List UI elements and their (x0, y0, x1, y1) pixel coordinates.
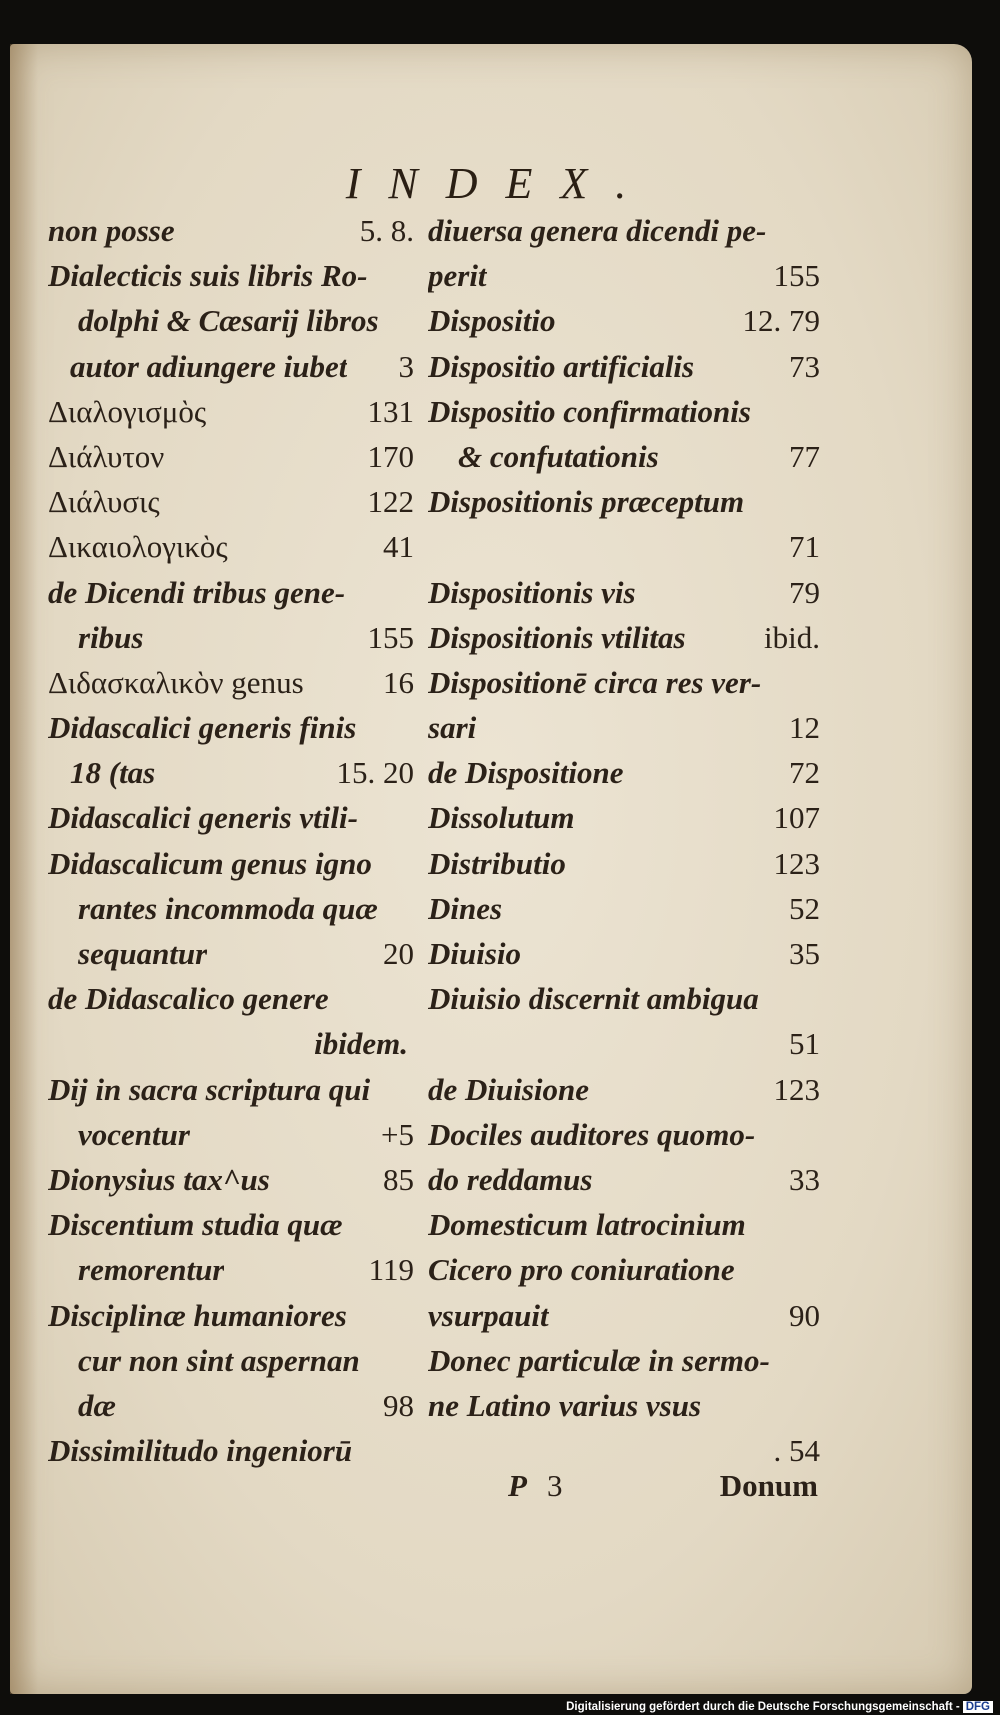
entry-term: Dispositionis præceptum (428, 484, 745, 520)
index-left-column (48, 208, 414, 1473)
entry-term: Dionysius tax^us (48, 1161, 270, 1197)
entry-term: Didascalicum genus igno (48, 845, 372, 881)
entry-page-ref: 3 (398, 348, 414, 384)
entry-term: Dispositio artificialis (428, 348, 695, 384)
entry-page-ref: 98 (383, 1387, 414, 1423)
index-entry (428, 570, 820, 615)
entry-page-ref: 15. 20 (336, 755, 414, 791)
entry-page-ref: 72 (789, 755, 820, 791)
entry-term: Dissolutum (428, 800, 575, 836)
entry-term: Didascalici generis vtili- (48, 800, 358, 836)
entry-term: Dij in sacra scriptura qui (48, 1071, 371, 1107)
index-entry (428, 1383, 820, 1428)
index-entry (428, 524, 820, 569)
entry-term: dolphi & Cæsarij libros (78, 303, 379, 339)
entry-page-ref: 170 (367, 438, 414, 474)
entry-page-ref: 90 (789, 1297, 820, 1333)
index-entry (48, 1383, 414, 1428)
entry-term: Dines (428, 890, 503, 926)
entry-page-ref: 73 (789, 348, 820, 384)
entry-term: Donec particulæ in sermo- (428, 1342, 770, 1378)
index-entry (48, 705, 414, 750)
entry-term: remorentur (78, 1252, 225, 1288)
index-entry (428, 841, 820, 886)
entry-term: Diuisio discernit ambigua (428, 981, 759, 1017)
index-entry (48, 1202, 414, 1247)
entry-page-ref: 12. 79 (742, 303, 820, 339)
index-entry (428, 1428, 820, 1473)
entry-term: ribus (78, 619, 144, 655)
entry-term: 18 (tas (70, 755, 156, 791)
index-entry (48, 886, 414, 931)
index-entry (48, 615, 414, 660)
index-entry (428, 479, 820, 524)
page-title: INDEX. (345, 159, 655, 208)
index-entry (428, 705, 820, 750)
entry-term: diuersa genera dicendi pe- (428, 213, 767, 248)
entry-term: Διδασκαλικὸν genus (48, 664, 304, 700)
credit-text: Digitalisierung gefördert durch die Deutsche Forschungsgemeinschaft - (566, 1701, 960, 1713)
entry-page-ref: 123 (773, 1071, 820, 1107)
entry-term: Diuisio (428, 936, 522, 971)
entry-page-ref: +5 (381, 1116, 414, 1152)
entry-term: rantes incommoda quæ (78, 890, 378, 926)
entry-page-ref: 107 (773, 800, 820, 836)
index-entry (428, 389, 820, 434)
index-entry (48, 841, 414, 886)
index-entry (48, 344, 414, 389)
signature-mark: P 3 (508, 1468, 563, 1503)
entry-term: Dialecticis suis libris Ro- (48, 258, 368, 294)
entry-page-ref: 71 (789, 529, 820, 565)
index-entry (428, 253, 820, 298)
entry-page-ref: 20 (383, 936, 414, 971)
entry-page-ref: 131 (367, 393, 414, 429)
entry-term: Dissimilitudo ingeniorū (48, 1433, 353, 1469)
signature-number: 3 (546, 1468, 563, 1503)
index-entry (48, 1428, 414, 1473)
entry-page-ref: 35 (789, 936, 820, 971)
index-entry (48, 208, 414, 253)
entry-term: Dispositionis vtilitas (428, 619, 686, 655)
index-entry (428, 931, 820, 976)
index-entry (428, 434, 820, 479)
entry-page-ref: 51 (789, 1026, 820, 1062)
index-entry (428, 750, 820, 795)
entry-page-ref: 123 (773, 845, 820, 881)
index-entry (428, 1202, 820, 1247)
entry-term: perit (428, 258, 487, 294)
entry-term: cur non sint aspernan (78, 1342, 360, 1378)
index-entry (48, 750, 414, 795)
index-entry (428, 1247, 820, 1292)
index-entry (48, 298, 414, 343)
entry-term: autor adiungere iubet (70, 348, 348, 384)
entry-page-ref: 16 (383, 664, 414, 700)
index-entry (48, 1157, 414, 1202)
index-entry (48, 570, 414, 615)
entry-page-ref: . 54 (773, 1433, 820, 1469)
index-entry (428, 208, 820, 253)
index-entry (48, 253, 414, 298)
entry-term: Distributio (428, 845, 566, 881)
entry-term: ibidem. (314, 1026, 408, 1062)
entry-term: do reddamus (428, 1161, 593, 1197)
index-entry (48, 524, 414, 569)
entry-page-ref: 79 (789, 574, 820, 610)
entry-page-ref: 41 (383, 529, 414, 565)
entry-page-ref: 12 (789, 710, 820, 746)
index-right-column (428, 208, 820, 1473)
entry-page-ref: 33 (789, 1161, 820, 1197)
index-entry (428, 1157, 820, 1202)
entry-term: vocentur (78, 1116, 190, 1152)
entry-page-ref: 155 (367, 619, 414, 655)
entry-term: de Dicendi tribus gene- (48, 574, 346, 610)
entry-term: Discentium studia quæ (48, 1207, 343, 1243)
entry-page-ref: 85 (383, 1161, 414, 1197)
entry-term: sari (428, 710, 477, 746)
index-entry (428, 1293, 820, 1338)
index-entry (48, 1112, 414, 1157)
entry-term: non posse (48, 213, 175, 248)
entry-page-ref: ibid. (764, 619, 820, 655)
index-entry (48, 976, 414, 1021)
entry-term: Dispositionē circa res ver- (428, 664, 762, 700)
entry-term: vsurpauit (428, 1297, 549, 1333)
entry-term: dæ (78, 1387, 116, 1423)
index-entry (48, 931, 414, 976)
page-footer (498, 1468, 818, 1514)
index-entry (48, 1247, 414, 1292)
index-entry (48, 1338, 414, 1383)
index-entry (428, 1112, 820, 1157)
entry-term: & confutationis (458, 438, 659, 474)
index-entry (428, 795, 820, 840)
entry-term: de Dispositione (428, 755, 624, 791)
entry-term: sequantur (78, 936, 208, 971)
index-entry (48, 795, 414, 840)
entry-term: Dispositionis vis (428, 574, 636, 610)
index-entry (48, 434, 414, 479)
entry-page-ref: 77 (789, 438, 820, 474)
entry-page-ref: 52 (789, 890, 820, 926)
entry-page-ref: 119 (368, 1252, 414, 1288)
index-entry (428, 1338, 820, 1383)
entry-term: de Diuisione (428, 1071, 590, 1107)
entry-term: Dociles auditores quomo- (428, 1116, 756, 1152)
dfg-logo: DFG (963, 1701, 993, 1713)
entry-term: Dispositio confirmationis (428, 393, 751, 429)
index-entry (428, 976, 820, 1021)
index-entry (48, 1021, 414, 1066)
entry-term: Disciplinæ humaniores (48, 1297, 347, 1333)
index-entry (428, 344, 820, 389)
entry-term: Διάλυσις (48, 484, 160, 520)
entry-term: de Didascalico genere (48, 981, 329, 1017)
entry-term: Διάλυτον (48, 438, 165, 474)
index-entry (428, 660, 820, 705)
index-entry (48, 389, 414, 434)
entry-term: Didascalici generis finis (48, 710, 357, 746)
entry-term: ne Latino varius vsus (428, 1387, 702, 1423)
entry-term: Διαλογισμὸς (48, 393, 207, 429)
index-entry (48, 479, 414, 524)
entry-term: Dispositio (428, 303, 556, 339)
entry-term: Δικαιολογικὸς (48, 529, 228, 565)
entry-page-ref: 155 (773, 258, 820, 294)
catchword: Donum (719, 1468, 818, 1503)
entry-term: Cicero pro coniuratione (428, 1252, 735, 1288)
index-entry (428, 886, 820, 931)
index-entry (48, 1293, 414, 1338)
entry-page-ref: 122 (367, 484, 414, 520)
index-entry (428, 615, 820, 660)
index-entry (428, 1067, 820, 1112)
entry-page-ref: 5. 8. (359, 213, 414, 248)
index-entry (48, 1067, 414, 1112)
entry-term: Domesticum latrocinium (428, 1207, 746, 1243)
digitization-credit (0, 1701, 993, 1713)
index-entry (428, 298, 820, 343)
index-entry (48, 660, 414, 705)
index-entry (428, 1021, 820, 1066)
